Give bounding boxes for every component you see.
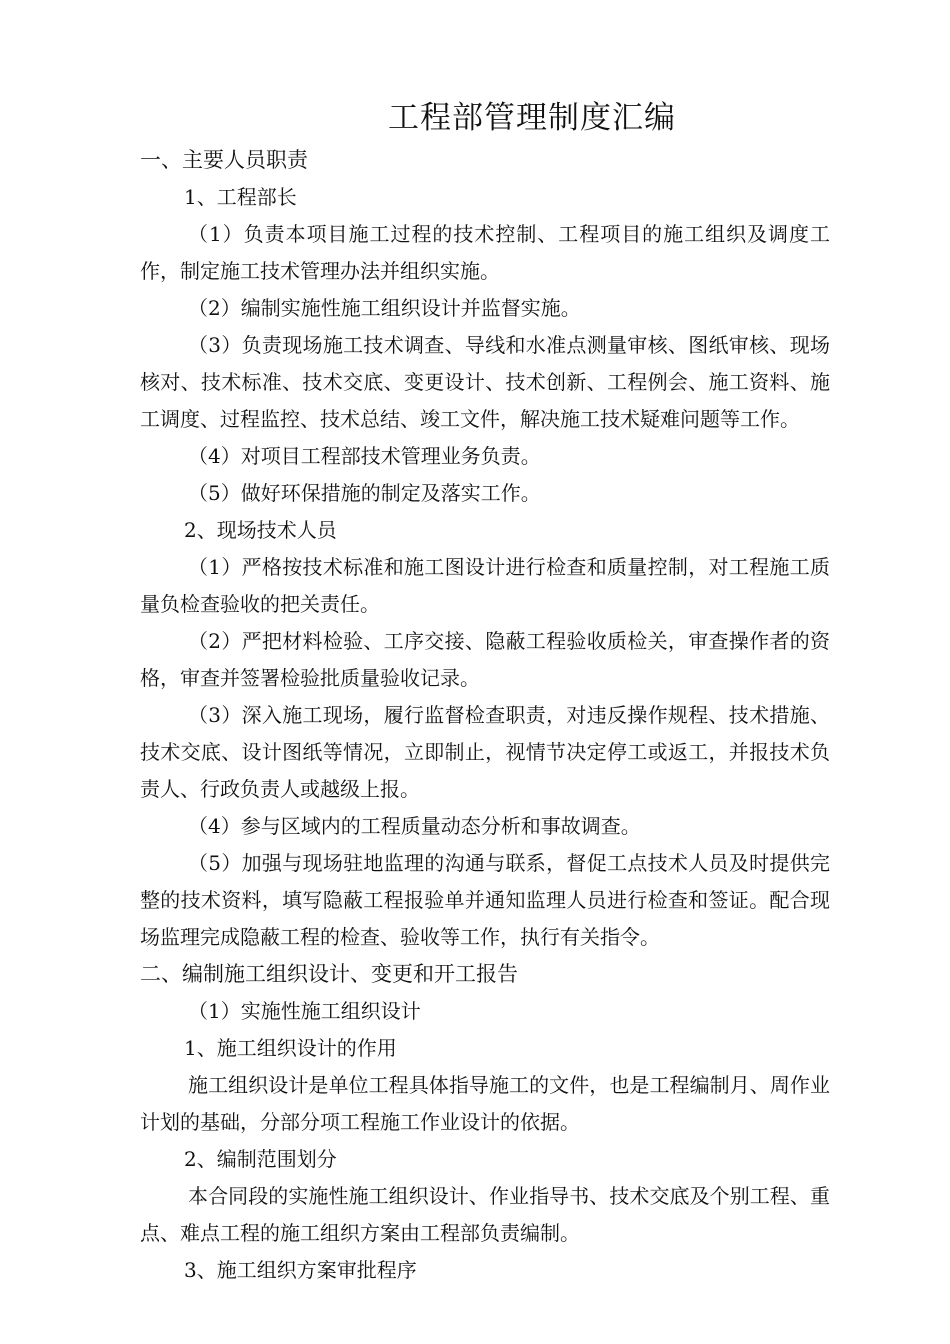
section-heading: 一、主要人员职责 [140, 148, 308, 172]
document-body [140, 142, 830, 1289]
section-heading: 二、编制施工组织设计、变更和开工报告 [140, 962, 518, 986]
paragraph: 施工组织设计是单位工程具体指导施工的文件，也是工程编制月、周作业计划的基础，分部分项工程施工作业设计的依据。 [140, 1073, 830, 1134]
paragraph: 本合同段的实施性施工组织设计、作业指导书、技术交底及个别工程、重点、难点工程的施工组织方案由工程部负责编制。 [140, 1184, 830, 1245]
paragraph: （3）深入施工现场，履行监督检查职责，对违反操作规程、技术措施、技术交底、设计图纸等情况，立即制止，视情节决定停工或返工，并报技术负责人、行政负责人或越级上报。 [140, 703, 830, 801]
subsection-heading: 3、施工组织方案审批程序 [184, 1258, 417, 1282]
paragraph: （1）负责本项目施工过程的技术控制、工程项目的施工组织及调度工作，制定施工技术管理办法并组织实施。 [140, 222, 830, 283]
paragraph: （2）编制实施性施工组织设计并监督实施。 [188, 296, 581, 320]
subsection-heading: 2、编制范围划分 [184, 1147, 337, 1171]
document-title: 工程部管理制度汇编 [388, 100, 676, 136]
paragraph: （3）负责现场施工技术调查、导线和水准点测量审核、图纸审核、现场核对、技术标准、技术交底、变更设计、技术创新、工程例会、施工资料、施工调度、过程监控、技术总结、竣工文件，解决施工技术疑难问题等工作。 [140, 333, 830, 431]
paragraph: （1）实施性施工组织设计 [188, 999, 421, 1023]
paragraph: （1）严格按技术标准和施工图设计进行检查和质量控制，对工程施工质量负检查验收的把关责任。 [140, 555, 830, 616]
paragraph: （2）严把材料检验、工序交接、隐蔽工程验收质检关，审查操作者的资格，审查并签署检验批质量验收记录。 [140, 629, 830, 690]
subsection-heading: 2、现场技术人员 [184, 518, 337, 542]
paragraph: （4）对项目工程部技术管理业务负责。 [188, 444, 541, 468]
subsection-heading: 1、工程部长 [184, 185, 297, 209]
paragraph: （4）参与区域内的工程质量动态分析和事故调查。 [188, 814, 641, 838]
subsection-heading: 1、施工组织设计的作用 [184, 1036, 397, 1060]
paragraph: （5）做好环保措施的制定及落实工作。 [188, 481, 541, 505]
paragraph: （5）加强与现场驻地监理的沟通与联系，督促工点技术人员及时提供完整的技术资料，填写隐蔽工程报验单并通知监理人员进行检查和签证。配合现场监理完成隐蔽工程的检查、验收等工作，执行有关指令。 [140, 851, 830, 949]
